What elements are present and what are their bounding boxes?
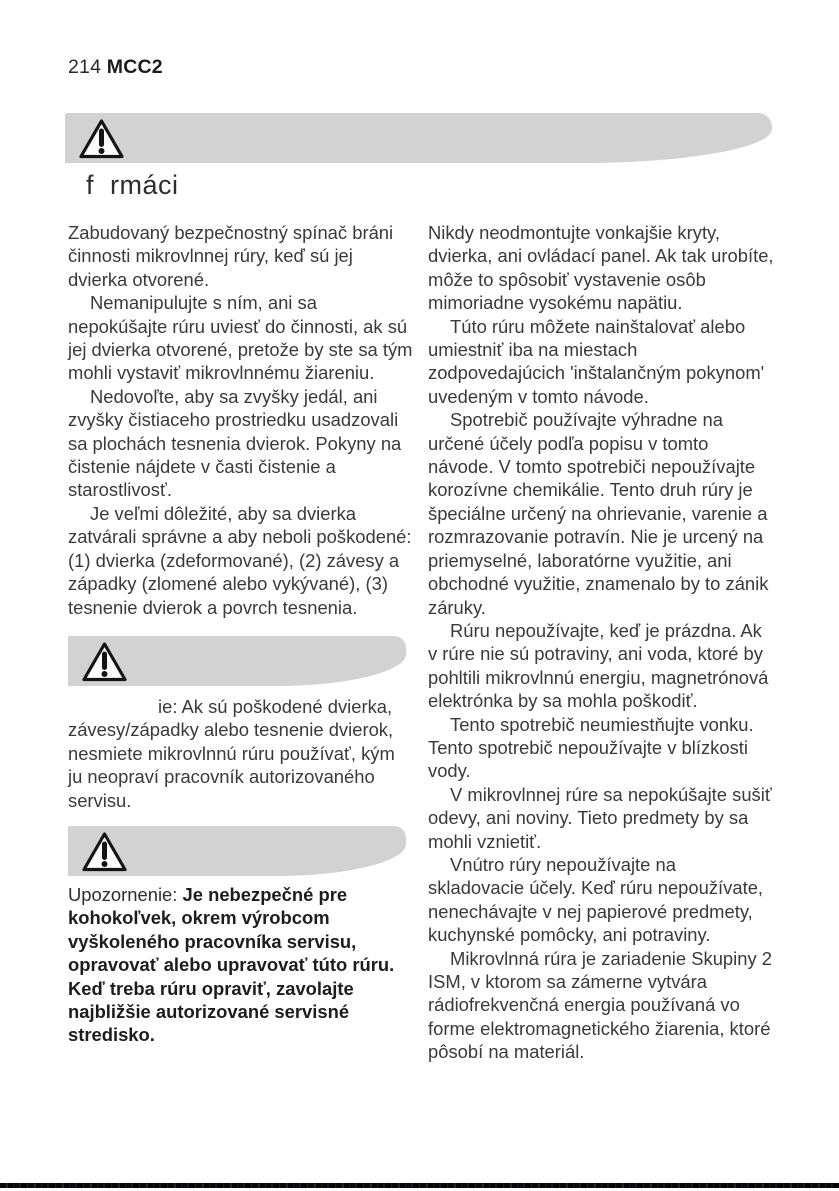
paragraph: Vnútro rúry nepoužívajte na skladovacie účely. Keď rúru nepoužívate, nenechávajte v nej papierové predmety, kuchynské pomôcky, ani potraviny. — [428, 853, 764, 946]
paragraph: Je veľmi dôležité, aby sa dvierka zatvárali správne a aby neboli poškodené: (1) dvierka (zdeformované), (2) závesy a západky (zlomené alebo vykývané), (3) tesnenie dvierok a povrch tesnenia. — [68, 502, 412, 618]
warning-banner — [68, 636, 406, 686]
section-title: f rmáci — [86, 170, 179, 200]
warning-label: Upozornenie: — [68, 883, 183, 905]
paragraph: Tento spotrebič neumiestňujte vonku. Tento spotrebič nepoužívajte v blízkosti vody. — [428, 713, 754, 782]
paragraph: Spotrebič používajte výhradne na určené účely podľa popisu v tomto návode. V tomto spotrebiči nepoužívajte korozívne chemikálie. Tento druh rúry je špeciálne určený na ohrievanie, varenie a rozmrazovanie potravín. Nie je urcený na priemyselné, laboratórne využitie, ani obchodné využitie, znamenalo by to zánik záruky. — [428, 409, 769, 618]
warning-banner — [65, 113, 772, 163]
warning-text — [68, 883, 414, 1047]
model-name: MCC2 — [106, 56, 163, 78]
warning-triangle-icon — [78, 117, 125, 166]
paragraph: Nikdy neodmontujte vonkajšie kryty, dvierka, ani ovládací panel. Ak tak urobíte, môže to spôsobiť vystavenie osôb mimoriadne vysokému napätiu. — [428, 222, 774, 314]
paragraph: Zabudovaný bezpečnostný spínač bráni činnosti mikrovlnnej rúry, keď sú jej dvierka otvorené. — [68, 222, 394, 290]
warning-text: ie: Ak sú poškodené dvierka, závesy/západky alebo tesnenie dvierok, nesmiete mikrovlnnú rúru používať, kým ju neopraví pracovník autorizovaného servisu. — [68, 695, 395, 811]
paragraph: Mikrovlnná rúra je zariadenie Skupiny 2 ISM, v ktorom sa zámerne vytvára rádiofrekvenčná energia používaná vo forme elektromagnetického žiarenia, ktoré pôsobí na materiál. — [428, 947, 772, 1063]
paragraph: Túto rúru môžete nainštalovať alebo umiestniť iba na miestach zodpovedajúcich 'inštalančným pokynom' uvedeným v tomto návode. — [428, 315, 765, 407]
paragraph: V mikrovlnnej rúre sa nepokúšajte sušiť odevy, ani noviny. Tieto predmety by sa mohli vznietiť. — [428, 783, 772, 852]
scan-edge-artifact — [0, 1183, 839, 1188]
left-column — [68, 221, 414, 1047]
warning-triangle-icon — [81, 640, 128, 689]
paragraph: Rúru nepoužívajte, keď je prázdna. Ak v rúre nie sú potraviny, ani voda, ktoré by pohltili mikrovlnnú energiu, magnetrónová elektrónka by sa mohla poškodiť. — [428, 619, 769, 712]
page-header — [68, 56, 163, 79]
paragraph: Nedovoľte, aby sa zvyšky jedál, ani zvyšky čistiaceho prostriedku usadzovali sa plochách tesnenia dvierok. Pokyny na čistenie nájdete v časti čistenie a starostlivosť. — [68, 385, 402, 501]
paragraph: Nemanipulujte s ním, ani sa nepokúšajte rúru uviesť do činnosti, ak sú jej dvierka otvorené, pretože by ste sa tým mohli vystaviť mikrovlnnému žiareniu. — [68, 292, 413, 384]
right-column — [428, 221, 776, 1064]
warning-banner — [68, 826, 406, 876]
page-number: 214 — [68, 56, 102, 78]
warning-bold-text: Je nebezpečné pre kohokoľvek, okrem výrobcom vyškoleného pracovníka servisu, opravovať alebo upravovať túto rúru. Keď treba rúru opraviť, zavolajte najbližšie autorizované servisné stredisko. — [68, 883, 395, 1046]
warning-triangle-icon — [81, 830, 128, 879]
